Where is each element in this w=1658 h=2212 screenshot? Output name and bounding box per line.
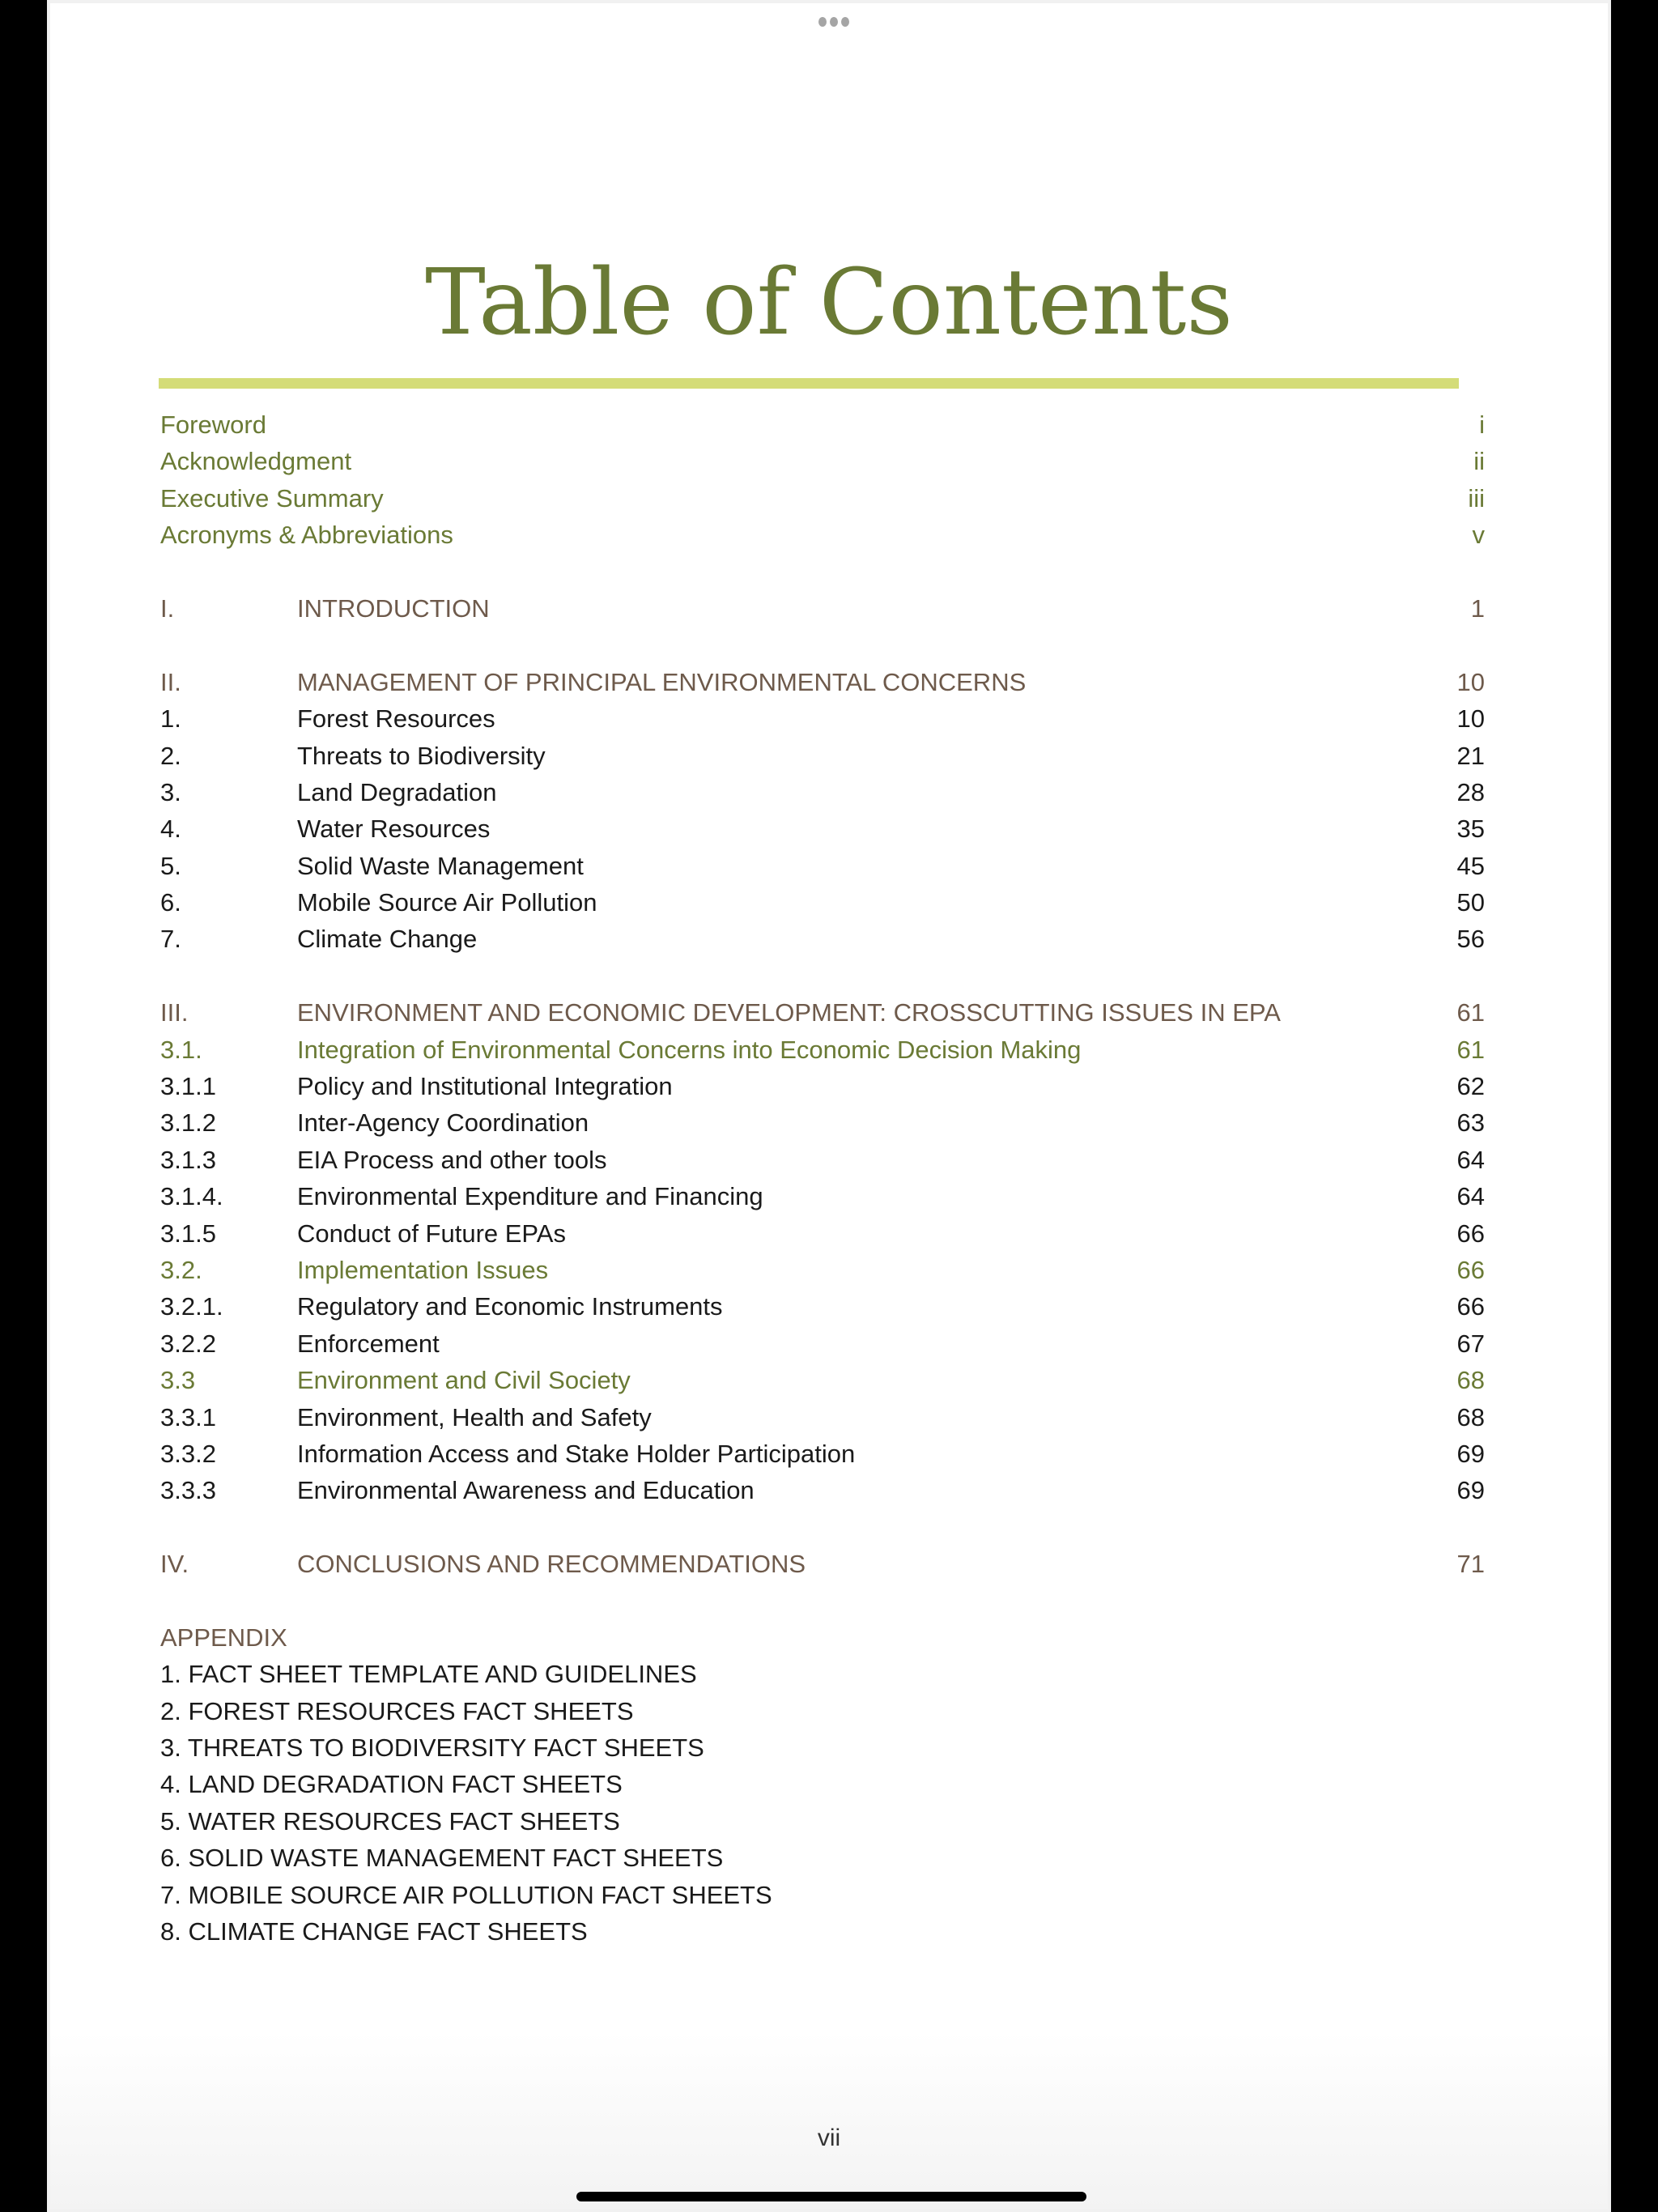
entry-label[interactable]: MANAGEMENT OF PRINCIPAL ENVIRONMENTAL CONCERNS bbox=[297, 667, 1027, 696]
entry-number: 3.1.2 bbox=[160, 1108, 216, 1138]
entry-label[interactable]: Implementation Issues bbox=[297, 1255, 549, 1284]
subsection-heading-row[interactable] bbox=[160, 1252, 1485, 1288]
toc-entry[interactable] bbox=[160, 517, 1485, 553]
entry-page: 45 bbox=[1456, 851, 1485, 880]
entry-number: III. bbox=[160, 998, 189, 1027]
table-of-contents bbox=[160, 406, 1485, 1950]
title-underline-rule bbox=[159, 378, 1459, 389]
entry-page: 56 bbox=[1456, 925, 1485, 954]
section-heading-row[interactable] bbox=[160, 994, 1485, 1031]
appendix-item[interactable] bbox=[160, 1913, 1485, 1950]
home-indicator[interactable] bbox=[576, 2192, 1086, 2201]
entry-label[interactable]: Policy and Institutional Integration bbox=[297, 1072, 673, 1101]
entry-label[interactable]: Acknowledgment bbox=[160, 447, 352, 476]
appendix-item[interactable] bbox=[160, 1693, 1485, 1729]
entry-page: 62 bbox=[1456, 1072, 1485, 1101]
entry-number: IV. bbox=[160, 1550, 189, 1579]
entry-label[interactable]: ENVIRONMENT AND ECONOMIC DEVELOPMENT: CROSSCUTTING ISSUES IN EPA bbox=[297, 998, 1281, 1027]
toc-entry[interactable] bbox=[160, 848, 1485, 884]
toc-entry[interactable] bbox=[160, 443, 1485, 479]
entry-number: 3.1.3 bbox=[160, 1145, 216, 1174]
page-title: Table of Contents bbox=[425, 250, 1233, 355]
entry-page: i bbox=[1479, 410, 1485, 439]
entry-label[interactable]: Environment, Health and Safety bbox=[297, 1402, 652, 1431]
appendix-item[interactable] bbox=[160, 1656, 1485, 1692]
entry-number: 3.2.1. bbox=[160, 1292, 223, 1321]
section-conclusions bbox=[160, 1546, 1485, 1582]
section-introduction bbox=[160, 590, 1485, 627]
entry-number: 3.2. bbox=[160, 1255, 202, 1284]
entry-page: 69 bbox=[1456, 1476, 1485, 1505]
section-heading-row[interactable] bbox=[160, 664, 1485, 700]
appendix-item-label[interactable]: 2. FOREST RESOURCES FACT SHEETS bbox=[160, 1696, 634, 1725]
entry-page: v bbox=[1472, 521, 1485, 550]
subsection-heading-row[interactable] bbox=[160, 1362, 1485, 1398]
entry-page: 64 bbox=[1456, 1145, 1485, 1174]
entry-page: 35 bbox=[1456, 815, 1485, 844]
entry-number: 3.1.4. bbox=[160, 1182, 223, 1211]
entry-page: 67 bbox=[1456, 1329, 1485, 1358]
spacer bbox=[160, 554, 1485, 590]
appendix-item-label[interactable]: 4. LAND DEGRADATION FACT SHEETS bbox=[160, 1770, 623, 1799]
entry-label[interactable]: Integration of Environmental Concerns into Economic Decision Making bbox=[297, 1035, 1082, 1064]
toc-entry[interactable] bbox=[160, 921, 1485, 957]
spacer bbox=[160, 627, 1485, 663]
toc-entry[interactable] bbox=[160, 884, 1485, 921]
entry-label[interactable]: Executive Summary bbox=[160, 483, 384, 513]
entry-page: 61 bbox=[1456, 998, 1485, 1027]
spacer bbox=[160, 958, 1485, 994]
toc-entry[interactable] bbox=[160, 700, 1485, 737]
entry-label[interactable]: Land Degradation bbox=[297, 777, 497, 806]
appendix-item[interactable] bbox=[160, 1803, 1485, 1840]
entry-page: 64 bbox=[1456, 1182, 1485, 1211]
entry-number: 5. bbox=[160, 851, 181, 880]
section-environment-economic bbox=[160, 994, 1485, 1508]
entry-number: 3.1.5 bbox=[160, 1219, 216, 1248]
spacer bbox=[160, 1583, 1485, 1619]
appendix-heading-row bbox=[160, 1619, 1485, 1656]
entry-label[interactable]: Environmental Awareness and Education bbox=[297, 1476, 755, 1505]
front-matter-list bbox=[160, 406, 1485, 554]
toc-entry[interactable] bbox=[160, 406, 1485, 443]
entry-label[interactable]: Regulatory and Economic Instruments bbox=[297, 1292, 723, 1321]
section-heading-row[interactable] bbox=[160, 1546, 1485, 1582]
toc-entry[interactable] bbox=[160, 1436, 1485, 1472]
entry-label[interactable]: Acronyms & Abbreviations bbox=[160, 521, 453, 550]
entry-label[interactable]: Forest Resources bbox=[297, 704, 495, 734]
entry-label[interactable]: Inter-Agency Coordination bbox=[297, 1108, 589, 1138]
entry-number: I. bbox=[160, 593, 175, 623]
subsection-heading-row[interactable] bbox=[160, 1032, 1485, 1068]
entry-page: 66 bbox=[1456, 1219, 1485, 1248]
appendix-item-label[interactable]: 1. FACT SHEET TEMPLATE AND GUIDELINES bbox=[160, 1660, 697, 1689]
appendix-item[interactable] bbox=[160, 1729, 1485, 1766]
entry-label[interactable]: Environment and Civil Society bbox=[297, 1366, 631, 1395]
appendix-item[interactable] bbox=[160, 1877, 1485, 1913]
appendix-heading: APPENDIX bbox=[160, 1623, 287, 1652]
toc-entry[interactable] bbox=[160, 1068, 1485, 1104]
entry-page: 63 bbox=[1456, 1108, 1485, 1138]
entry-page: iii bbox=[1468, 483, 1485, 513]
appendix-item-label[interactable]: 8. CLIMATE CHANGE FACT SHEETS bbox=[160, 1917, 588, 1946]
entry-label[interactable]: Water Resources bbox=[297, 815, 491, 844]
entry-number: 6. bbox=[160, 888, 181, 917]
more-options-icon[interactable] bbox=[814, 16, 853, 28]
entry-number: 3. bbox=[160, 777, 181, 806]
toc-entry[interactable] bbox=[160, 810, 1485, 847]
entry-page: 10 bbox=[1456, 667, 1485, 696]
appendix-item-label[interactable]: 6. SOLID WASTE MANAGEMENT FACT SHEETS bbox=[160, 1844, 724, 1873]
entry-label[interactable]: CONCLUSIONS AND RECOMMENDATIONS bbox=[297, 1550, 806, 1579]
entry-label[interactable]: Enforcement bbox=[297, 1329, 440, 1358]
toc-entry[interactable] bbox=[160, 1215, 1485, 1252]
entry-number: 3.1. bbox=[160, 1035, 202, 1064]
entry-label[interactable]: Threats to Biodiversity bbox=[297, 741, 546, 770]
page-number: vii bbox=[817, 2125, 841, 2151]
entry-page: 66 bbox=[1456, 1255, 1485, 1284]
toc-entry[interactable] bbox=[160, 1178, 1485, 1214]
toc-entry[interactable] bbox=[160, 1142, 1485, 1178]
entry-label[interactable]: Foreword bbox=[160, 410, 266, 439]
toc-entry[interactable] bbox=[160, 1472, 1485, 1508]
entry-number: 3.1.1 bbox=[160, 1072, 216, 1101]
entry-number: 3.3.2 bbox=[160, 1439, 216, 1468]
entry-page: 68 bbox=[1456, 1402, 1485, 1431]
section-heading-row[interactable] bbox=[160, 590, 1485, 627]
entry-number: 3.3 bbox=[160, 1366, 196, 1395]
entry-page: 21 bbox=[1456, 741, 1485, 770]
spacer bbox=[160, 1509, 1485, 1546]
entry-page: 61 bbox=[1456, 1035, 1485, 1064]
toc-entry[interactable] bbox=[160, 774, 1485, 810]
entry-number: 3.2.2 bbox=[160, 1329, 216, 1358]
entry-label[interactable]: Solid Waste Management bbox=[297, 851, 584, 880]
entry-label[interactable]: Environmental Expenditure and Financing bbox=[297, 1182, 763, 1211]
entry-label[interactable]: Conduct of Future EPAs bbox=[297, 1219, 566, 1248]
entry-page: 50 bbox=[1456, 888, 1485, 917]
appendix-item-label[interactable]: 7. MOBILE SOURCE AIR POLLUTION FACT SHEETS bbox=[160, 1880, 772, 1909]
toc-entry[interactable] bbox=[160, 1399, 1485, 1436]
entry-page: ii bbox=[1473, 447, 1485, 476]
entry-number: 1. bbox=[160, 704, 181, 734]
toc-entry[interactable] bbox=[160, 480, 1485, 517]
appendix-item-label[interactable]: 5. WATER RESOURCES FACT SHEETS bbox=[160, 1806, 620, 1836]
entry-page: 71 bbox=[1456, 1550, 1485, 1579]
appendix-item[interactable] bbox=[160, 1766, 1485, 1802]
entry-label[interactable]: Mobile Source Air Pollution bbox=[297, 888, 597, 917]
toc-entry[interactable] bbox=[160, 738, 1485, 774]
section-management bbox=[160, 664, 1485, 958]
entry-page: 66 bbox=[1456, 1292, 1485, 1321]
entry-number: II. bbox=[160, 667, 181, 696]
appendix-item-label[interactable]: 3. THREATS TO BIODIVERSITY FACT SHEETS bbox=[160, 1733, 704, 1763]
appendix-list bbox=[160, 1656, 1485, 1950]
entry-page: 68 bbox=[1456, 1366, 1485, 1395]
entry-label[interactable]: INTRODUCTION bbox=[297, 593, 490, 623]
entry-number: 3.3.1 bbox=[160, 1402, 216, 1431]
entry-page: 10 bbox=[1456, 704, 1485, 734]
entry-page: 69 bbox=[1456, 1439, 1485, 1468]
entry-label[interactable]: Information Access and Stake Holder Participation bbox=[297, 1439, 856, 1468]
appendix-item[interactable] bbox=[160, 1840, 1485, 1876]
entry-number: 7. bbox=[160, 925, 181, 954]
entry-page: 28 bbox=[1456, 777, 1485, 806]
entry-number: 4. bbox=[160, 815, 181, 844]
entry-label[interactable]: EIA Process and other tools bbox=[297, 1145, 607, 1174]
document-viewer bbox=[47, 0, 1611, 2212]
toc-entry[interactable] bbox=[160, 1325, 1485, 1362]
entry-page: 1 bbox=[1470, 593, 1485, 623]
toc-entry[interactable] bbox=[160, 1104, 1485, 1141]
entry-number: 3.3.3 bbox=[160, 1476, 216, 1505]
document-page bbox=[50, 3, 1608, 2209]
toc-entry[interactable] bbox=[160, 1288, 1485, 1325]
entry-number: 2. bbox=[160, 741, 181, 770]
entry-label[interactable]: Climate Change bbox=[297, 925, 478, 954]
